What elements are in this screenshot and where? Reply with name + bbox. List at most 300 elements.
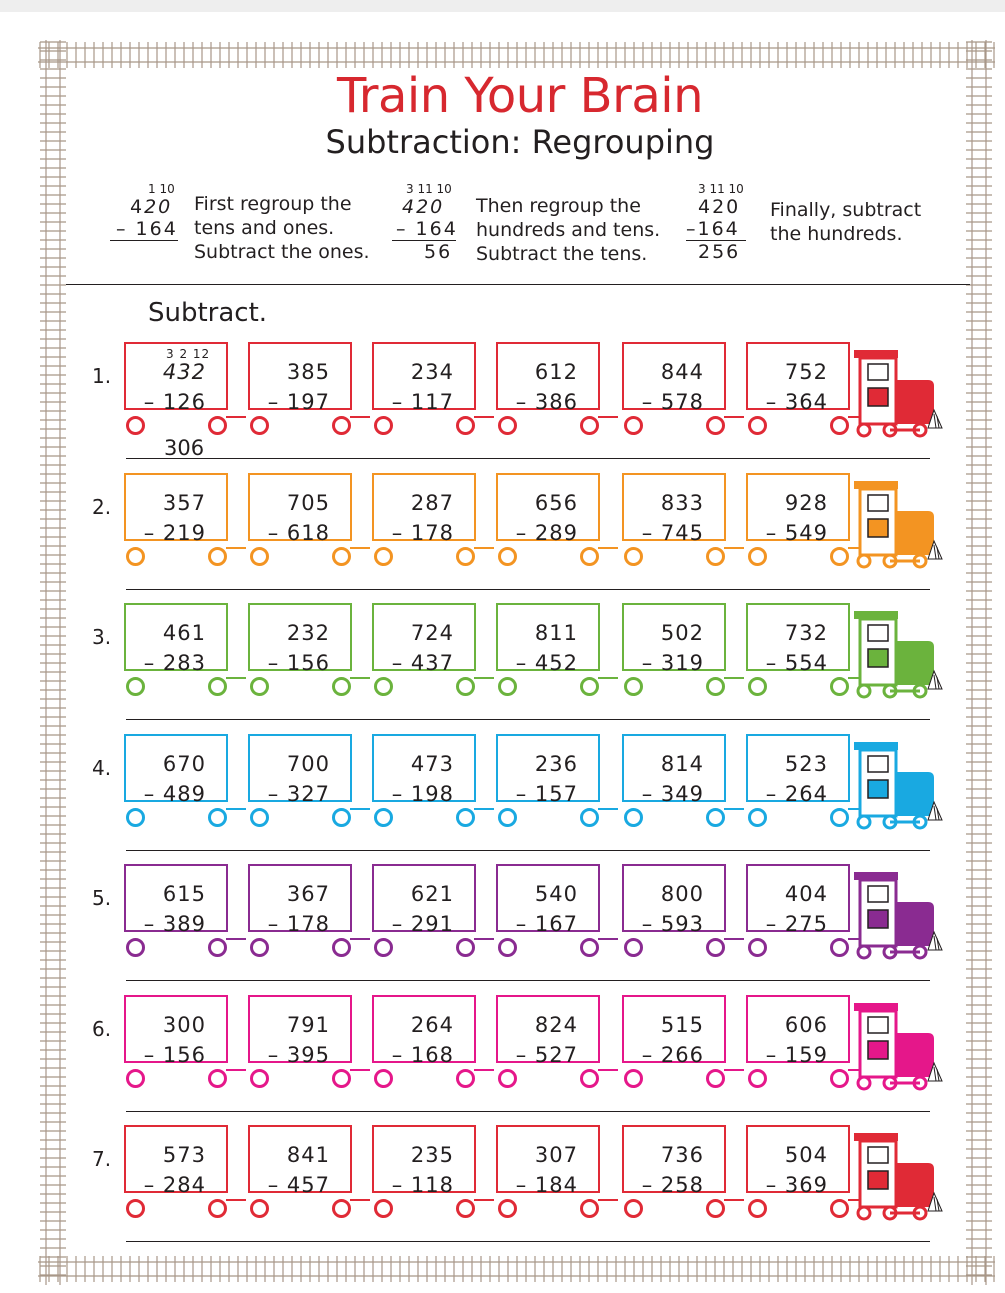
wheel-icon bbox=[126, 1069, 145, 1088]
wheel-icon bbox=[126, 416, 145, 435]
wheel-icon bbox=[456, 1069, 475, 1088]
example-1-top-crossed: 20 bbox=[144, 196, 173, 218]
wheel-icon bbox=[748, 1199, 767, 1218]
example-1-text-line: tens and ones. bbox=[194, 217, 335, 239]
minuend: 264 bbox=[410, 1012, 454, 1037]
minuend: 811 bbox=[534, 621, 578, 645]
car-coupler bbox=[724, 671, 744, 679]
example-2-carry: 3 11 10 bbox=[406, 182, 452, 196]
example-2 bbox=[392, 182, 458, 263]
subtrahend: – 168 bbox=[391, 1042, 454, 1067]
train-car bbox=[496, 734, 600, 806]
subtrahend: – 118 bbox=[391, 1173, 454, 1197]
train-car bbox=[248, 603, 352, 675]
subtrahend: – 291 bbox=[391, 912, 454, 936]
train-car bbox=[622, 864, 726, 936]
example-1-text-line: First regroup the bbox=[194, 193, 352, 215]
wheel-icon bbox=[830, 416, 849, 435]
wheel-icon bbox=[374, 416, 393, 435]
train-car bbox=[746, 864, 850, 936]
minuend: 504 bbox=[784, 1143, 828, 1167]
example-2-result: 56 bbox=[424, 241, 453, 263]
wheel-icon bbox=[498, 547, 517, 566]
wheel-icon bbox=[748, 677, 767, 696]
wheel-icon bbox=[250, 1069, 269, 1088]
car-coupler bbox=[598, 671, 618, 679]
car-coupler bbox=[226, 410, 246, 418]
car-coupler bbox=[226, 802, 246, 810]
problem-row bbox=[0, 473, 1005, 603]
train-car bbox=[248, 995, 352, 1067]
wheel-icon bbox=[498, 938, 517, 957]
train-car bbox=[496, 864, 600, 936]
answer-line bbox=[126, 719, 930, 720]
wheel-icon bbox=[624, 547, 643, 566]
subtrahend: – 593 bbox=[641, 912, 704, 936]
subtrahend: – 156 bbox=[267, 651, 330, 675]
example-2-text-line: hundreds and tens. bbox=[476, 219, 661, 241]
minuend: 235 bbox=[410, 1143, 454, 1167]
train-car bbox=[124, 995, 228, 1067]
answer-line bbox=[126, 1111, 930, 1112]
train-car bbox=[746, 342, 850, 414]
minuend: 234 bbox=[410, 360, 454, 384]
wheel-icon bbox=[706, 808, 725, 827]
train-car bbox=[248, 734, 352, 806]
car-coupler bbox=[724, 410, 744, 418]
row-number: 1. bbox=[92, 364, 112, 388]
subtrahend: – 178 bbox=[267, 912, 330, 936]
car-coupler bbox=[724, 802, 744, 810]
car-coupler bbox=[598, 1193, 618, 1201]
car-coupler bbox=[226, 541, 246, 549]
example-3-carry: 3 11 10 bbox=[698, 182, 744, 196]
car-coupler bbox=[724, 541, 744, 549]
minuend: 432 bbox=[162, 360, 206, 384]
row-number: 7. bbox=[92, 1147, 112, 1171]
wheel-icon bbox=[332, 547, 351, 566]
minuend: 473 bbox=[410, 751, 454, 776]
subtrahend: – 156 bbox=[143, 1042, 206, 1067]
train-engine-icon bbox=[848, 477, 944, 573]
train-car bbox=[124, 1125, 228, 1197]
minuend: 841 bbox=[286, 1143, 330, 1167]
car-coupler bbox=[474, 1193, 494, 1201]
wheel-icon bbox=[332, 938, 351, 957]
example-1-top: 4 bbox=[130, 196, 145, 218]
subtrahend: – 549 bbox=[765, 520, 828, 545]
wheel-icon bbox=[332, 1199, 351, 1218]
train-car bbox=[496, 342, 600, 414]
example-3-top: 420 bbox=[698, 196, 741, 218]
wheel-icon bbox=[374, 808, 393, 827]
car-coupler bbox=[598, 1063, 618, 1071]
wheel-icon bbox=[208, 416, 227, 435]
car-coupler bbox=[474, 802, 494, 810]
wheel-icon bbox=[706, 547, 725, 566]
wheel-icon bbox=[748, 547, 767, 566]
car-coupler bbox=[350, 802, 370, 810]
minuend: 300 bbox=[162, 1012, 206, 1037]
carry-digits: 3 2 12 bbox=[166, 347, 211, 361]
wheel-icon bbox=[250, 416, 269, 435]
row-number: 6. bbox=[92, 1016, 112, 1041]
car-coupler bbox=[598, 932, 618, 940]
train-car bbox=[746, 995, 850, 1067]
minuend: 752 bbox=[784, 360, 828, 384]
minuend: 656 bbox=[534, 490, 578, 515]
wheel-icon bbox=[580, 1069, 599, 1088]
minuend: 502 bbox=[660, 621, 704, 645]
example-2-text bbox=[476, 194, 660, 266]
minuend: 307 bbox=[534, 1143, 578, 1167]
minuend: 540 bbox=[534, 882, 578, 906]
instruction: Subtract. bbox=[148, 298, 268, 328]
example-2-subtrahend: – 164 bbox=[396, 218, 458, 240]
minuend: 515 bbox=[660, 1012, 704, 1037]
subtrahend: – 489 bbox=[143, 781, 206, 806]
minuend: 824 bbox=[534, 1012, 578, 1037]
example-1-rule bbox=[110, 240, 178, 241]
wheel-icon bbox=[332, 1069, 351, 1088]
minuend: 732 bbox=[784, 621, 828, 645]
train-engine-icon bbox=[848, 346, 944, 442]
wheel-icon bbox=[830, 1069, 849, 1088]
answer-line bbox=[126, 458, 930, 459]
minuend: 404 bbox=[784, 882, 828, 906]
car-coupler bbox=[474, 671, 494, 679]
minuend: 232 bbox=[286, 621, 330, 645]
car-coupler bbox=[350, 671, 370, 679]
minuend: 791 bbox=[286, 1012, 330, 1037]
subtrahend: – 117 bbox=[391, 390, 454, 414]
subtrahend: – 349 bbox=[641, 781, 704, 806]
wheel-icon bbox=[456, 938, 475, 957]
minuend: 367 bbox=[286, 882, 330, 906]
train-car bbox=[372, 342, 476, 414]
wheel-icon bbox=[332, 677, 351, 696]
wheel-icon bbox=[624, 938, 643, 957]
wheel-icon bbox=[332, 808, 351, 827]
subtrahend: – 178 bbox=[391, 520, 454, 545]
wheel-icon bbox=[374, 1069, 393, 1088]
problem-row bbox=[0, 1125, 1005, 1255]
wheel-icon bbox=[498, 416, 517, 435]
wheel-icon bbox=[498, 1199, 517, 1218]
wheel-icon bbox=[456, 808, 475, 827]
minuend: 833 bbox=[660, 490, 704, 515]
train-car bbox=[496, 1125, 600, 1197]
example-1 bbox=[110, 182, 178, 241]
train-car bbox=[372, 473, 476, 545]
wheel-icon bbox=[580, 808, 599, 827]
subtrahend: – 527 bbox=[515, 1042, 578, 1067]
wheel-icon bbox=[498, 677, 517, 696]
car-coupler bbox=[350, 1063, 370, 1071]
subtrahend: – 289 bbox=[515, 520, 578, 545]
subtrahend: – 266 bbox=[641, 1042, 704, 1067]
section-divider bbox=[66, 284, 970, 285]
wheel-icon bbox=[830, 677, 849, 696]
minuend: 724 bbox=[410, 621, 454, 645]
wheel-icon bbox=[250, 547, 269, 566]
wheel-icon bbox=[250, 808, 269, 827]
wheel-icon bbox=[624, 677, 643, 696]
problem-row bbox=[0, 864, 1005, 994]
wheel-icon bbox=[208, 547, 227, 566]
subtrahend: – 389 bbox=[143, 912, 206, 936]
car-coupler bbox=[724, 1063, 744, 1071]
train-car bbox=[746, 473, 850, 545]
wheel-icon bbox=[748, 938, 767, 957]
wheel-icon bbox=[830, 808, 849, 827]
train-car bbox=[124, 734, 228, 806]
wheel-icon bbox=[126, 808, 145, 827]
minuend: 621 bbox=[410, 882, 454, 906]
minuend: 461 bbox=[162, 621, 206, 645]
train-car bbox=[248, 1125, 352, 1197]
car-coupler bbox=[724, 932, 744, 940]
wheel-icon bbox=[126, 938, 145, 957]
subtrahend: – 126 bbox=[143, 390, 206, 414]
train-car bbox=[622, 603, 726, 675]
subtrahend: – 275 bbox=[765, 912, 828, 936]
answer-line bbox=[126, 980, 930, 981]
minuend: 736 bbox=[660, 1143, 704, 1167]
train-car bbox=[622, 473, 726, 545]
car-coupler bbox=[598, 410, 618, 418]
wheel-icon bbox=[706, 1069, 725, 1088]
subtrahend: – 554 bbox=[765, 651, 828, 675]
train-car bbox=[372, 995, 476, 1067]
train-engine-icon bbox=[848, 868, 944, 964]
wheel-icon bbox=[624, 416, 643, 435]
train-engine-icon bbox=[848, 999, 944, 1095]
train-car bbox=[496, 473, 600, 545]
example-3-text-line: the hundreds. bbox=[770, 223, 903, 245]
train-car bbox=[372, 603, 476, 675]
row-number: 3. bbox=[92, 625, 112, 649]
train-car bbox=[622, 995, 726, 1067]
minuend: 357 bbox=[162, 490, 206, 515]
minuend: 606 bbox=[784, 1012, 828, 1037]
train-car bbox=[248, 864, 352, 936]
train-engine-icon bbox=[848, 607, 944, 703]
car-coupler bbox=[226, 932, 246, 940]
subtrahend: – 452 bbox=[515, 651, 578, 675]
wheel-icon bbox=[830, 547, 849, 566]
wheel-icon bbox=[374, 1199, 393, 1218]
wheel-icon bbox=[580, 416, 599, 435]
problem-row bbox=[0, 342, 1005, 472]
wheel-icon bbox=[126, 1199, 145, 1218]
answer-line bbox=[126, 1241, 930, 1242]
subtrahend: – 578 bbox=[641, 390, 704, 414]
train-car bbox=[622, 1125, 726, 1197]
train-car bbox=[124, 473, 228, 545]
subtrahend: – 745 bbox=[641, 520, 704, 545]
car-coupler bbox=[350, 1193, 370, 1201]
wheel-icon bbox=[250, 1199, 269, 1218]
example-3 bbox=[686, 182, 746, 263]
subtrahend: – 327 bbox=[267, 781, 330, 806]
train-car bbox=[124, 603, 228, 675]
wheel-icon bbox=[580, 547, 599, 566]
subtrahend: – 319 bbox=[641, 651, 704, 675]
subtrahend: – 258 bbox=[641, 1173, 704, 1197]
train-car bbox=[746, 1125, 850, 1197]
row-number: 5. bbox=[92, 886, 112, 910]
wheel-icon bbox=[126, 547, 145, 566]
wheel-icon bbox=[208, 1069, 227, 1088]
subtrahend: – 198 bbox=[391, 781, 454, 806]
wheel-icon bbox=[374, 677, 393, 696]
car-coupler bbox=[350, 541, 370, 549]
train-car bbox=[372, 1125, 476, 1197]
answer-line bbox=[126, 589, 930, 590]
example-2-text-line: Subtract the tens. bbox=[476, 243, 648, 265]
example-1-text bbox=[194, 192, 370, 264]
problem-row bbox=[0, 734, 1005, 864]
subtrahend: – 618 bbox=[267, 520, 330, 545]
row-number: 2. bbox=[92, 494, 112, 519]
wheel-icon bbox=[126, 677, 145, 696]
subtrahend: – 219 bbox=[143, 520, 206, 545]
wheel-icon bbox=[498, 1069, 517, 1088]
train-car bbox=[372, 864, 476, 936]
wheel-icon bbox=[706, 1199, 725, 1218]
subtrahend: – 386 bbox=[515, 390, 578, 414]
car-coupler bbox=[226, 1193, 246, 1201]
train-car bbox=[496, 995, 600, 1067]
subtrahend: – 364 bbox=[765, 390, 828, 414]
minuend: 670 bbox=[162, 751, 206, 776]
car-coupler bbox=[474, 541, 494, 549]
wheel-icon bbox=[208, 1199, 227, 1218]
train-car bbox=[746, 603, 850, 675]
wheel-icon bbox=[456, 416, 475, 435]
wheel-icon bbox=[624, 1069, 643, 1088]
wheel-icon bbox=[208, 938, 227, 957]
subtrahend: – 437 bbox=[391, 651, 454, 675]
train-engine-icon bbox=[848, 1129, 944, 1225]
train-car bbox=[746, 734, 850, 806]
minuend: 236 bbox=[534, 751, 578, 776]
car-coupler bbox=[226, 671, 246, 679]
train-car bbox=[622, 734, 726, 806]
wheel-icon bbox=[208, 808, 227, 827]
problem-row bbox=[0, 603, 1005, 733]
example-2-top-crossed: 420 bbox=[402, 196, 445, 218]
wheel-icon bbox=[374, 938, 393, 957]
example-3-result: 256 bbox=[698, 241, 741, 263]
wheel-icon bbox=[624, 808, 643, 827]
subtrahend: – 284 bbox=[143, 1173, 206, 1197]
subtrahend: – 369 bbox=[765, 1173, 828, 1197]
wheel-icon bbox=[456, 1199, 475, 1218]
subtrahend: – 283 bbox=[143, 651, 206, 675]
wheel-icon bbox=[208, 677, 227, 696]
wheel-icon bbox=[250, 677, 269, 696]
wheel-icon bbox=[580, 938, 599, 957]
car-coupler bbox=[724, 1193, 744, 1201]
example-1-carry: 1 10 bbox=[148, 182, 175, 196]
example-3-text-line: Finally, subtract bbox=[770, 199, 922, 221]
wheel-icon bbox=[748, 808, 767, 827]
minuend: 573 bbox=[162, 1143, 206, 1167]
car-coupler bbox=[598, 802, 618, 810]
subtrahend: – 184 bbox=[515, 1173, 578, 1197]
wheel-icon bbox=[374, 547, 393, 566]
subtrahend: – 157 bbox=[515, 781, 578, 806]
wheel-icon bbox=[498, 808, 517, 827]
subtrahend: – 457 bbox=[267, 1173, 330, 1197]
train-car bbox=[124, 864, 228, 936]
example-1-subtrahend: – 164 bbox=[116, 218, 178, 240]
car-coupler bbox=[598, 541, 618, 549]
answer-line bbox=[126, 850, 930, 851]
wheel-icon bbox=[706, 677, 725, 696]
example-3-text bbox=[770, 198, 921, 246]
wheel-icon bbox=[748, 416, 767, 435]
wheel-icon bbox=[706, 416, 725, 435]
wheel-icon bbox=[830, 938, 849, 957]
subtrahend: – 159 bbox=[765, 1042, 828, 1067]
example-1-text-line: Subtract the ones. bbox=[194, 241, 370, 263]
car-coupler bbox=[474, 932, 494, 940]
car-coupler bbox=[474, 1063, 494, 1071]
page-subtitle: Subtraction: Regrouping bbox=[325, 123, 715, 161]
train-car bbox=[496, 603, 600, 675]
train-car bbox=[622, 342, 726, 414]
wheel-icon bbox=[748, 1069, 767, 1088]
wheel-icon bbox=[332, 416, 351, 435]
subtrahend: – 264 bbox=[765, 781, 828, 806]
wheel-icon bbox=[580, 1199, 599, 1218]
car-coupler bbox=[350, 410, 370, 418]
minuend: 615 bbox=[162, 882, 206, 906]
wheel-icon bbox=[624, 1199, 643, 1218]
minuend: 800 bbox=[660, 882, 704, 906]
wheel-icon bbox=[456, 677, 475, 696]
train-car bbox=[248, 342, 352, 414]
train-car bbox=[372, 734, 476, 806]
minuend: 928 bbox=[784, 490, 828, 515]
train-car bbox=[248, 473, 352, 545]
minuend: 705 bbox=[286, 490, 330, 515]
minuend: 844 bbox=[660, 360, 704, 384]
wheel-icon bbox=[250, 938, 269, 957]
problem-row bbox=[0, 995, 1005, 1125]
train-engine-icon bbox=[848, 738, 944, 834]
car-coupler bbox=[474, 410, 494, 418]
example-3-subtrahend: –164 bbox=[686, 218, 740, 240]
car-coupler bbox=[226, 1063, 246, 1071]
page-title: Train Your Brain bbox=[337, 68, 703, 124]
wheel-icon bbox=[456, 547, 475, 566]
minuend: 287 bbox=[410, 490, 454, 515]
car-coupler bbox=[350, 932, 370, 940]
answer: 306 bbox=[164, 436, 205, 460]
minuend: 523 bbox=[784, 751, 828, 776]
wheel-icon bbox=[830, 1199, 849, 1218]
minuend: 385 bbox=[286, 360, 330, 384]
minuend: 814 bbox=[660, 751, 704, 776]
subtrahend: – 395 bbox=[267, 1042, 330, 1067]
wheel-icon bbox=[580, 677, 599, 696]
wheel-icon bbox=[706, 938, 725, 957]
minuend: 612 bbox=[534, 360, 578, 384]
